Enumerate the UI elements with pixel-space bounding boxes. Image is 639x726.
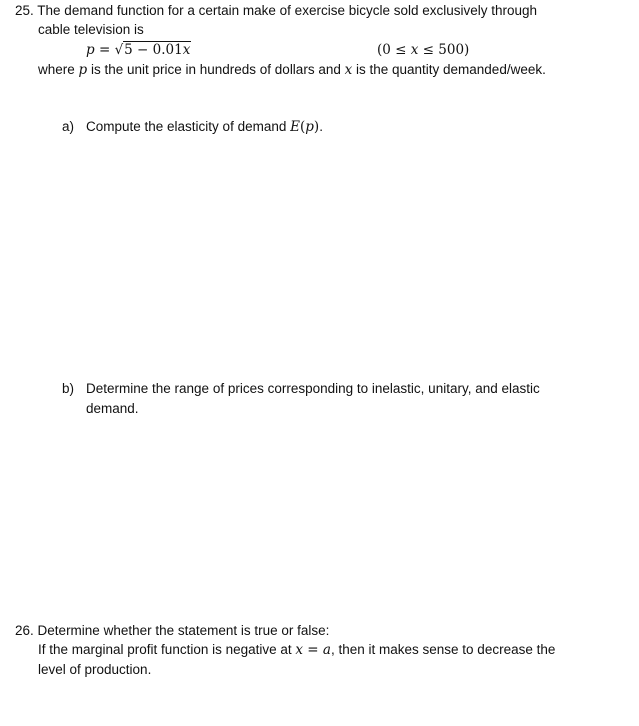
where-mid: is the unit price in hundreds of dollars and (87, 62, 345, 77)
q25-number: 25. (15, 3, 34, 18)
eq-equals: = (98, 42, 111, 58)
radical-sign-icon: √ (114, 42, 124, 58)
q26-line1 (15, 622, 329, 640)
domain-close: ≤ 500) (418, 42, 470, 58)
sqrt-expression (115, 41, 192, 59)
q26-text-line3: level of production. (38, 662, 152, 677)
domain-var: x (410, 42, 419, 58)
part-a-func: E (290, 119, 300, 135)
sqrt-var: x (182, 42, 191, 58)
q26-eq: = (303, 642, 323, 658)
domain-constraint (377, 41, 469, 59)
sqrt-body: 5 − 0.01 (124, 42, 183, 58)
q26-line2-suffix: , then it makes sense to decrease the (330, 642, 556, 657)
part-b-line1: Determine the range of prices corresponding to inelastic, unitary, and elastic (86, 381, 540, 396)
where-p: p (78, 62, 88, 78)
domain-open: (0 ≤ (377, 42, 411, 58)
part-a-label: a) (62, 119, 75, 134)
sqrt-radicand (123, 41, 191, 58)
q25-text-line2: cable television is (38, 22, 144, 37)
where-x: x (344, 62, 353, 78)
part-b-line2: demand. (86, 401, 139, 416)
part-b-label: b) (62, 381, 75, 396)
eq-lhs: p (86, 42, 95, 58)
q25-where-line (38, 61, 546, 79)
q26-var-a: a (322, 642, 331, 658)
part-a-arg: p (305, 119, 314, 135)
demand-equation (86, 41, 191, 59)
q26-text-line2 (38, 641, 555, 659)
where-suffix: is the quantity demanded/week. (352, 62, 546, 77)
q25-text-line1: The demand function for a certain make of exercise bicycle sold exclusively through (37, 3, 538, 18)
q26-line2-prefix: If the marginal profit function is negative at (38, 642, 296, 657)
q26-text-line1: Determine whether the statement is true or false: (37, 623, 330, 638)
q25-line1 (15, 2, 537, 20)
q26-number: 26. (15, 623, 34, 638)
q26-var-x: x (295, 642, 304, 658)
where-prefix: where (38, 62, 79, 77)
part-a-body: Compute the elasticity of demand (86, 119, 291, 134)
part-a-tail: . (319, 119, 323, 134)
part-a-text: Compute the elasticity of demand E(p). (86, 119, 323, 135)
